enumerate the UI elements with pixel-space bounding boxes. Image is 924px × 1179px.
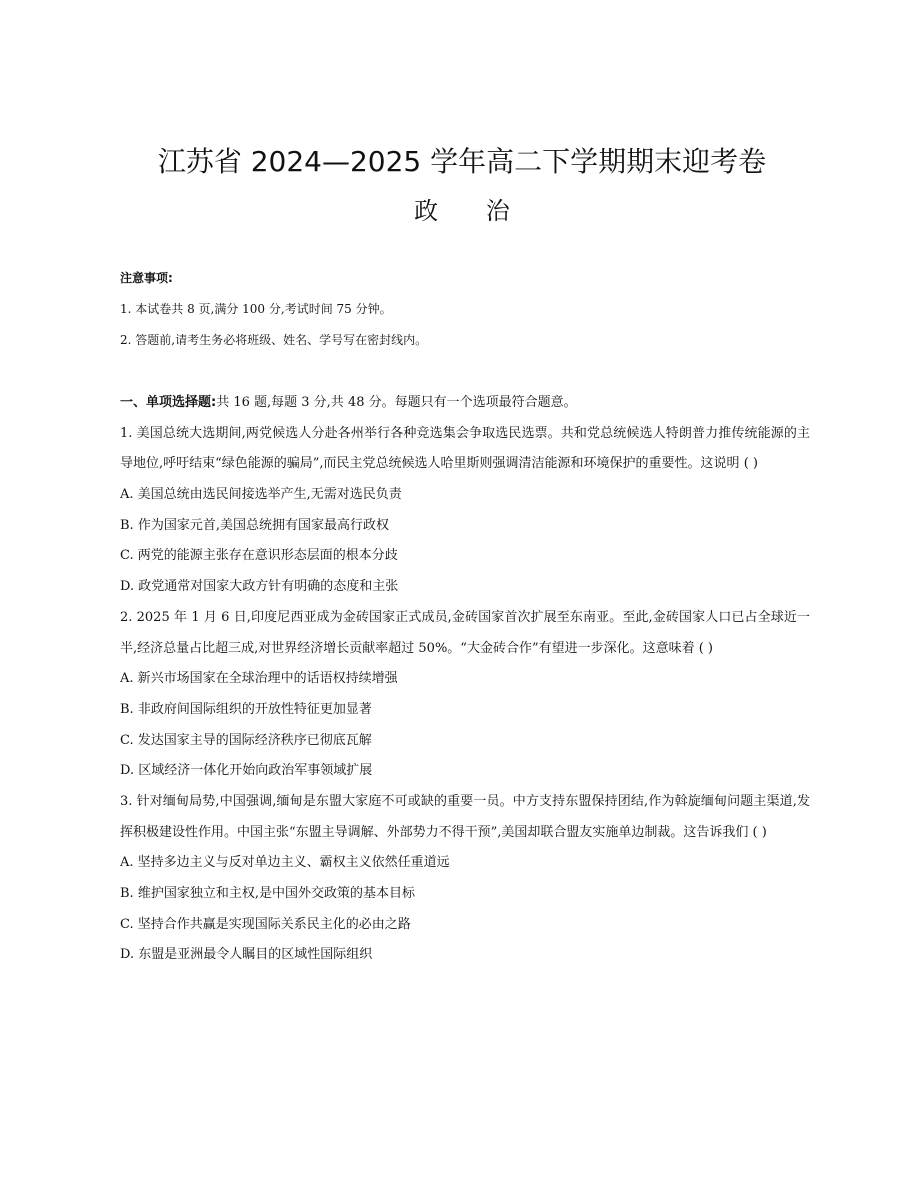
question-1 (120, 419, 810, 603)
section-heading (120, 388, 810, 419)
option-b: B. 维护国家独立和主权,是中国外交政策的基本目标 (120, 886, 415, 902)
question-stem: 2. 2025 年 1 月 6 日,印度尼西亚成为金砖国家正式成员,金砖国家首次扩展至东南亚。至此,金砖国家人口已占全球近一半,经济总量占比超三成,对世界经济增长贡献率超过 50%。“大金砖合作”有望进一步深化。这意味着 ( ) (120, 609, 810, 656)
notes-heading: 注意事项: (120, 271, 173, 285)
question-3 (120, 787, 810, 971)
section-label: 一、单项选择题: (120, 395, 217, 410)
option-a: A. 坚持多边主义与反对单边主义、霸权主义依然任重道远 (120, 855, 450, 871)
option-c: C. 发达国家主导的国际经济秩序已彻底瓦解 (120, 732, 372, 748)
option-c: C. 两党的能源主张存在意识形态层面的根本分歧 (120, 548, 398, 564)
option-d: D. 政党通常对国家大政方针有明确的态度和主张 (120, 579, 399, 595)
option-c: C. 坚持合作共赢是实现国际关系民主化的必由之路 (120, 916, 411, 932)
question-2 (120, 603, 810, 787)
option-b: B. 非政府间国际组织的开放性特征更加显著 (120, 701, 372, 717)
option-d: D. 区域经济一体化开始向政治军事领域扩展 (120, 763, 373, 779)
option-b: B. 作为国家元首,美国总统拥有国家最高行政权 (120, 517, 389, 533)
exam-title: 江苏省 2024—2025 学年高二下学期期末迎考卷 (157, 145, 767, 178)
question-stem: 3. 针对缅甸局势,中国强调,缅甸是东盟大家庭不可或缺的重要一员。中方支持东盟保持团结,作为斡旋缅甸问题主渠道,发挥积极建设性作用。中国主张“东盟主导调解、外部势力不得干预”,美国却联合盟友实施单边制裁。这告诉我们 ( ) (120, 794, 810, 840)
note-item-2: 2. 答题前,请考生务必将班级、姓名、学号写在密封线内。 (120, 333, 428, 347)
section-description: 共 16 题,每题 3 分,共 48 分。每题只有一个选项最符合题意。 (216, 395, 577, 410)
question-block (120, 388, 810, 971)
subject-title: 政 治 (414, 197, 510, 225)
option-a: A. 新兴市场国家在全球治理中的话语权持续增强 (120, 671, 398, 687)
question-stem: 1. 美国总统大选期间,两党候选人分赴各州举行各种竞选集会争取选民选票。共和党总统候选人特朗普力推传统能源的主导地位,呼吁结束“绿色能源的骗局”,而民主党总统候选人哈里斯则强调清洁能源和环境保护的重要性。这说明 ( ) (120, 425, 810, 472)
note-item-1: 1. 本试卷共 8 页,满分 100 分,考试时间 75 分钟。 (120, 302, 392, 316)
option-a: A. 美国总统由选民间接选举产生,无需对选民负责 (120, 487, 402, 503)
option-d: D. 东盟是亚洲最令人瞩目的区域性国际组织 (120, 947, 373, 963)
